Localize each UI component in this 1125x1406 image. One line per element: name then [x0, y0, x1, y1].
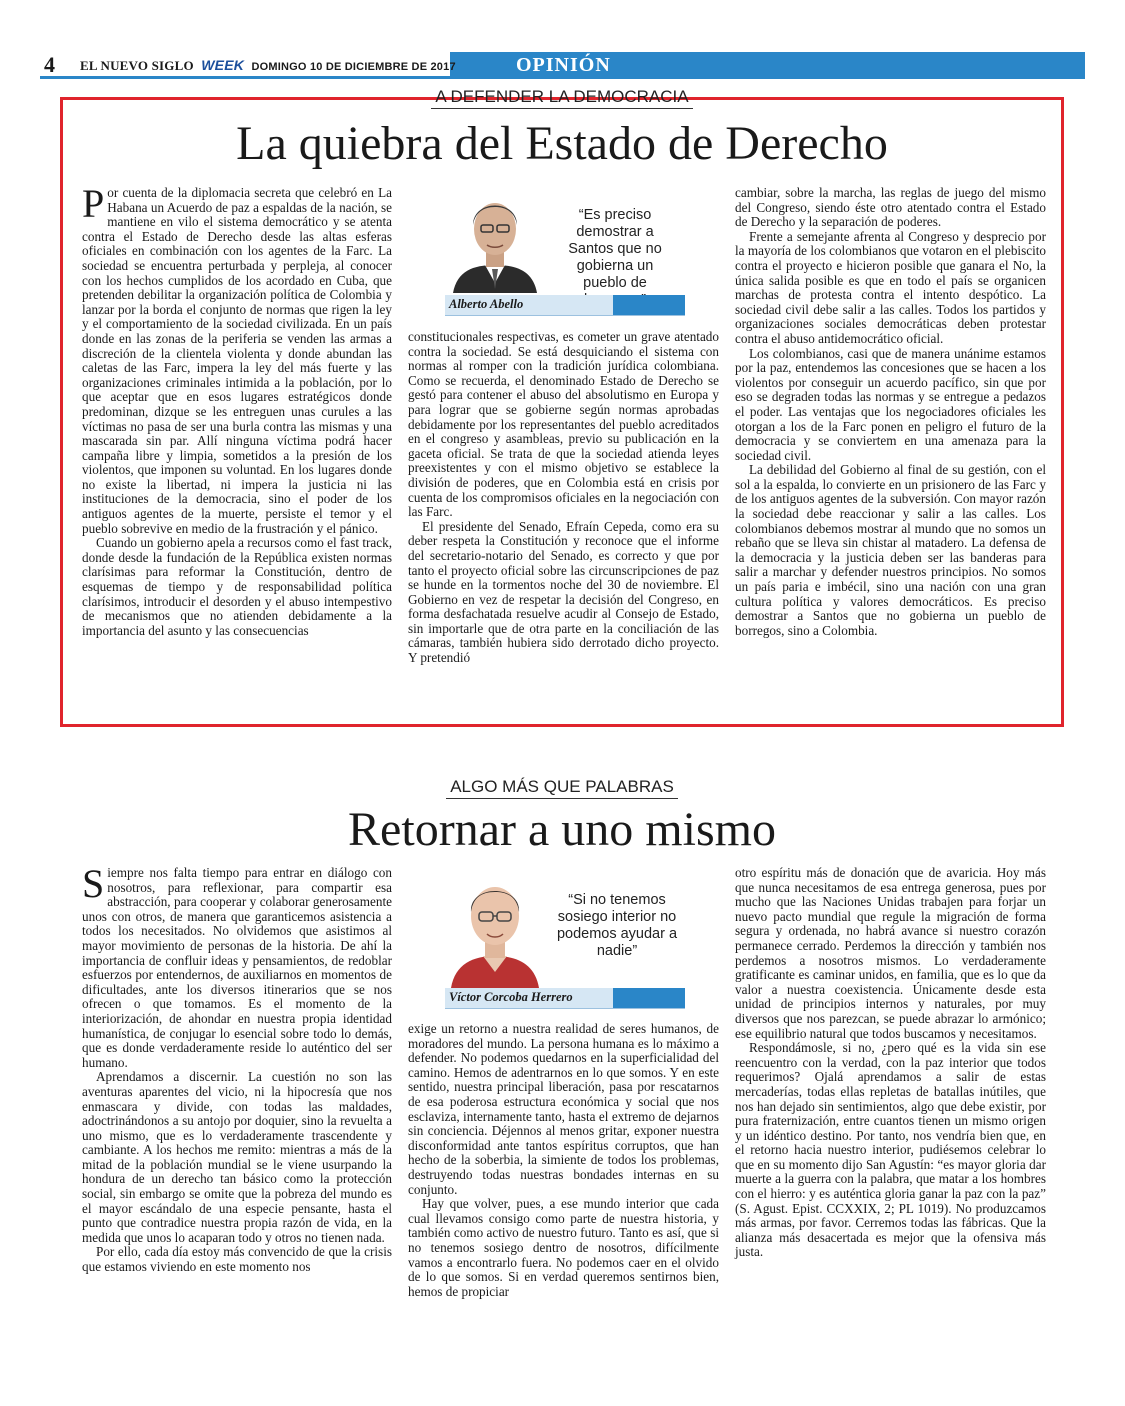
article1-column-2	[408, 330, 719, 666]
paragraph: exige un retorno a nuestra realidad de seres humanos, de moradores del mundo. La persona humana es lo máximo a defender. No podemos quedarnos en la superficialidad del camino. Hemos de adentrarnos en lo que somos. Y en este sentido, nuestra principal liberación, pasa por rescatarnos de esa poderosa estructura económica y social que nos esclaviza, internamente tanto, hasta el extremo de dejarnos sin conciencia. Déjennos al menos gritar, exponer nuestra disconformidad ante tantos espíritus corruptos, que han hecho de la soberbia, la simiente de todos los problemas, destruyendo todas nuestras bondades internas en su conjunto.	[408, 1021, 719, 1197]
article1-columnist-box	[445, 185, 685, 315]
paragraph: Cuando un gobierno apela a recursos como el fast track, donde desde la fundación de la República existen normas clarísimas para reformar la Constitución, dentro de esquemas de tiempo y de responsabilidad política clarísimos, introducir el desorden y el abuso intempestivo de mecanismos que no atienden debidamente a la importancia del asunto y las consecuencias	[82, 535, 392, 638]
pull-quote: “Es preciso demostrar a Santos que no gobierna un pueblo de	[568, 207, 662, 291]
paragraph: El presidente del Senado, Efraín Cepeda, como era su deber respeta la Constitución y reconoce que el informe del secretario-notario del Senado, es correcto y que por tanto el proyecto oficial sobre las circunscripciones de paz se hunde en la tormentos noche del 30 de noviembre. El Gobierno en vez de respetar la decisión del Congreso, en forma desfachatada resuelve acudir al Consejo de Estado, sin importarle que de otra parte en la conciliación de las cámaras, también hubiera sido derrotado dicho proyecto. Y pretendió	[408, 518, 719, 666]
paragraph: otro espíritu más de donación que de avaricia. Hoy más que nunca necesitamos de esa entrega generosa, pues por mucho que las Naciones Unidas trabajen para forjar un nuevo pacto mundial que regule la migración de forma segura y ordenada, no habrá avance si nuestro corazón permanece cerrado. Perdemos la dirección y también nos perdemos a nosotros mismos. Lo verdaderamente gratificante es caminar unidos, en familia, que es lo que da valor a nuestra coexistencia. Únicamente desde esta unidad de principios internos y naturales, por muy diversos que nos parezcan, se puede abrazar lo armónico; ese equilibrio natural que todos buscamos y necesitamos.	[735, 865, 1046, 1041]
author-photo	[445, 868, 545, 988]
article1-kicker	[60, 87, 1064, 107]
issue-date: DOMINGO 10 DE DICIEMBRE DE 2017	[251, 61, 456, 73]
article2-column-3	[735, 866, 1046, 1260]
pull-quote: “Si no tenemos sosiego interior no podemos ayudar a nadie”	[556, 892, 678, 959]
paragraph: Los colombianos, casi que de manera unánime estamos por la paz, entendemos las concesiones que se hacen a los violentos por conseguir un acuerdo pacífico, sin que por eso se degraden todas las normas y se entregue a pedazos el poder. Las ventajas que los negociadores oficiales les otorgan a los de la Farc ponen en peligro el futuro de la democracia y se conviertem en una amenaza para la sociedad civil.	[735, 345, 1046, 463]
paragraph	[82, 181, 392, 536]
article2-column-2	[408, 1022, 719, 1299]
drop-cap: P	[82, 181, 105, 226]
article1-headline: La quiebra del Estado de Derecho	[236, 117, 888, 170]
article2-headline: Retornar a uno mismo	[348, 803, 776, 856]
nameplate-accent	[613, 988, 685, 1008]
paragraph: La debilidad del Gobierno al final de su gestión, con el sol a la espalda, lo convierte en un prisionero de las Farc y de los antiguos agentes de la subversión. Con mayor razón la sociedad debe reaccionar y salir a las calles. Los colombianos debemos mostrar al mundo que no somos un rebaño que se lleva sin chistar al matadero. La defensa de la democracia y la justicia deben ser las banderas para salir a marchar y defender nuestros principios. No somos un país paria e imbécil, sino una nación con una gran cultura política y valores democráticos. Es preciso demostrar a Santos que no gobierna un pueblo de borregos, sino a Colombia.	[735, 462, 1046, 638]
masthead	[80, 57, 456, 74]
article2-kicker	[60, 777, 1064, 797]
article2-columnist-box	[445, 868, 685, 1008]
drop-cap: S	[82, 861, 105, 906]
paragraph-text: iempre nos falta tiempo para entrar en diálogo con nosotros, para reflexionar, para compartir esa abstracción, para cooperar y colaborar generosamente unos con otros, de manera que garanticemos asistencia a todos los necesitados. No olvidemos que asistimos al mayor movimiento de personas de la historia. De ahí la importancia de confluir ideas y pensamientos, de redoblar esfuerzos por entendernos, de auxiliarnos en momentos de dificultades, ante los diversos itinerarios que se nos ofrecen o que tomamos. Es el momento de la interiorización, de ahondar en nuestra propia identidad humanística, de conjugar lo esencial sobre todo lo demás, que es donde verdaderamente reside lo auténtico del ser humano.	[82, 865, 392, 1070]
article1-column-3	[735, 186, 1046, 638]
page-number: 4	[44, 52, 55, 77]
paragraph: Frente a semejante afrenta al Congreso y desprecio por la mayoría de los colombianos que votaron en el plebiscito contra el proyecto e hicieron posible que ganara el No, la única salida posible es que en todo el país se organicen marchas de protesta contra el intento despótico. La sociedad civil debe salir a las calles. Todos los partidos y organizaciones sociales democráticas deben protestar contra el abuso antidemocrático oficial.	[735, 228, 1046, 346]
article2-column-1	[82, 861, 392, 1275]
paragraph: cambiar, sobre la marcha, las reglas de juego del mismo del Congreso, siendo éste otro atentado contra el Estado de Derecho y la separación de poderes.	[735, 185, 1046, 230]
paragraph: Aprendamos a discernir. La cuestión no son las aventuras aparentes del vicio, ni la hipocresía que nos enmascara y divide, con todas las maldades, adoctrinándonos a su antojo por doquier, sino la revuelta a uno mismo, que es lo verdaderamente trascendente y cambiante. A los hechos me remito: mientras a más de la mitad de la población mundial se le viene usurpando la hondura de un derecho tan básico como la protección social, sin embargo se omite que la pobreza del mundo es el mayor escándalo de una especie pensante, hasta el punto que contradice nuestra propia razón de vida, en la medida que unos lo acaparan todo y otros no tienen nada.	[82, 1069, 392, 1245]
section-label: OPINIÓN	[516, 54, 611, 76]
article1-kicker-text: A DEFENDER LA DEMOCRACIA	[431, 87, 692, 109]
author-name: Alberto Abello	[449, 297, 524, 311]
article2-kicker-text: ALGO MÁS QUE PALABRAS	[446, 777, 678, 799]
author-name: Víctor Corcoba Herrero	[449, 990, 573, 1004]
author-photo	[445, 185, 545, 293]
paragraph: Por ello, cada día estoy más convencido de que la crisis que estamos viviendo en este momento nos	[82, 1244, 392, 1275]
author-nameplate	[445, 988, 685, 1009]
article1-column-1	[82, 181, 392, 638]
author-nameplate	[445, 295, 685, 316]
edition-name: WEEK	[201, 57, 245, 73]
paragraph	[82, 861, 392, 1070]
nameplate-accent	[613, 295, 685, 315]
paragraph-text: or cuenta de la diplomacia secreta que celebró en La Habana un Acuerdo de paz a espaldas de la nación, se mantiene en vilo el sistema democrático y se atenta contra el Estado de Derecho desde las altas esferas oficiales en combinación con los agentes de la Farc. La sociedad se encuentra perturbada y perpleja, al conocer con los hechos cumplidos de los acordado en Cuba, que pretenden debilitar la organización política de Colombia y lanzar por la borda el conjunto de normas que rigen la ley y el comportamiento de la sociedad civilizada. En un país donde en las zonas de la periferia se venden las armas a discreción de la clientela violenta y donde abundan las caletas de las Farc, impera la ley del más fuerte y las organizaciones criminales intimida a la población, por lo que aceptar que en esos lugares estratégicos donde predominan, dizque se les entreguen unas curules a las víctimas no pasa de ser una burla contra las mismas y una mascarada sin par. Allí ninguna víctima podrá hacer campaña libre y limpia, sometidos a la presión de los violentos, que imponen su voluntad. En los lugares donde no existe la libertad, ni impera la justicia ni las instituciones de la democracia, sino el poder de los antiguos agentes de la muerte, persiste el temor y el pueblo sobrevive en medio de la frustración y el pánico.	[82, 185, 392, 536]
newspaper-name: EL NUEVO SIGLO	[80, 58, 194, 73]
paragraph: Hay que volver, pues, a ese mundo interior que cada cual llevamos consigo como parte de nuestra historia, y también como activo de nuestro futuro. Tanto es así, que si no tenemos sosiego dentro de nosotros, difícilmente vamos a encontrarlo fuera. No podemos caer en el olvido de lo que somos. Si en verdad queremos sentirnos bien, hemos de propiciar	[408, 1196, 719, 1299]
paragraph: constitucionales respectivas, es cometer un grave atentado contra la sociedad. Se está desquiciando el sistema con normas al romper con la tradición jurídica colombiana. Como se recuerda, el denominado Estado de Derecho se gestó para contener el abuso del absolutismo en Europa y para lograr que se gobierne según normas aprobadas debidamente por los representantes del pueblo acreditados en el congreso y asambleas, previo su publicación en la gaceta oficial. Se trata de que la sociedad atienda leyes preexistentes y con el mismo objetivo se establece la división de poderes, que en Colombia está en crisis por cuenta de los compromisos oficiales en la negociación con las Farc.	[408, 329, 719, 520]
paragraph: Respondámosle, si no, ¿pero qué es la vida sin ese reencuentro con la verdad, con la paz interior que todos requerimos? Ojalá aprendamos a salir de estas mercaderías, todas ellas repletas de batallas inútiles, que nos han dejado sin sentimientos, algo que debe existir, por pura fraternización, entre cuantos tienen un mismo origen y un idéntico destino. Por tanto, nos vendría bien que, en el retorno hacia nuestro interior, pudiésemos celebrar lo que en su momento dijo San Agustín: “es mayor gloria dar muerte a la guerra con la palabra, que matar a los hombres con el hierro: y es auténtica gloria ganar la paz con la paz” (S. Agust. Epist. CCXXIX, 2; PL 1019). No produzcamos más armas, por favor. Cerremos todas las fábricas. Que la alianza más desacertada es mejor que la ofensiva más justa.	[735, 1040, 1046, 1260]
